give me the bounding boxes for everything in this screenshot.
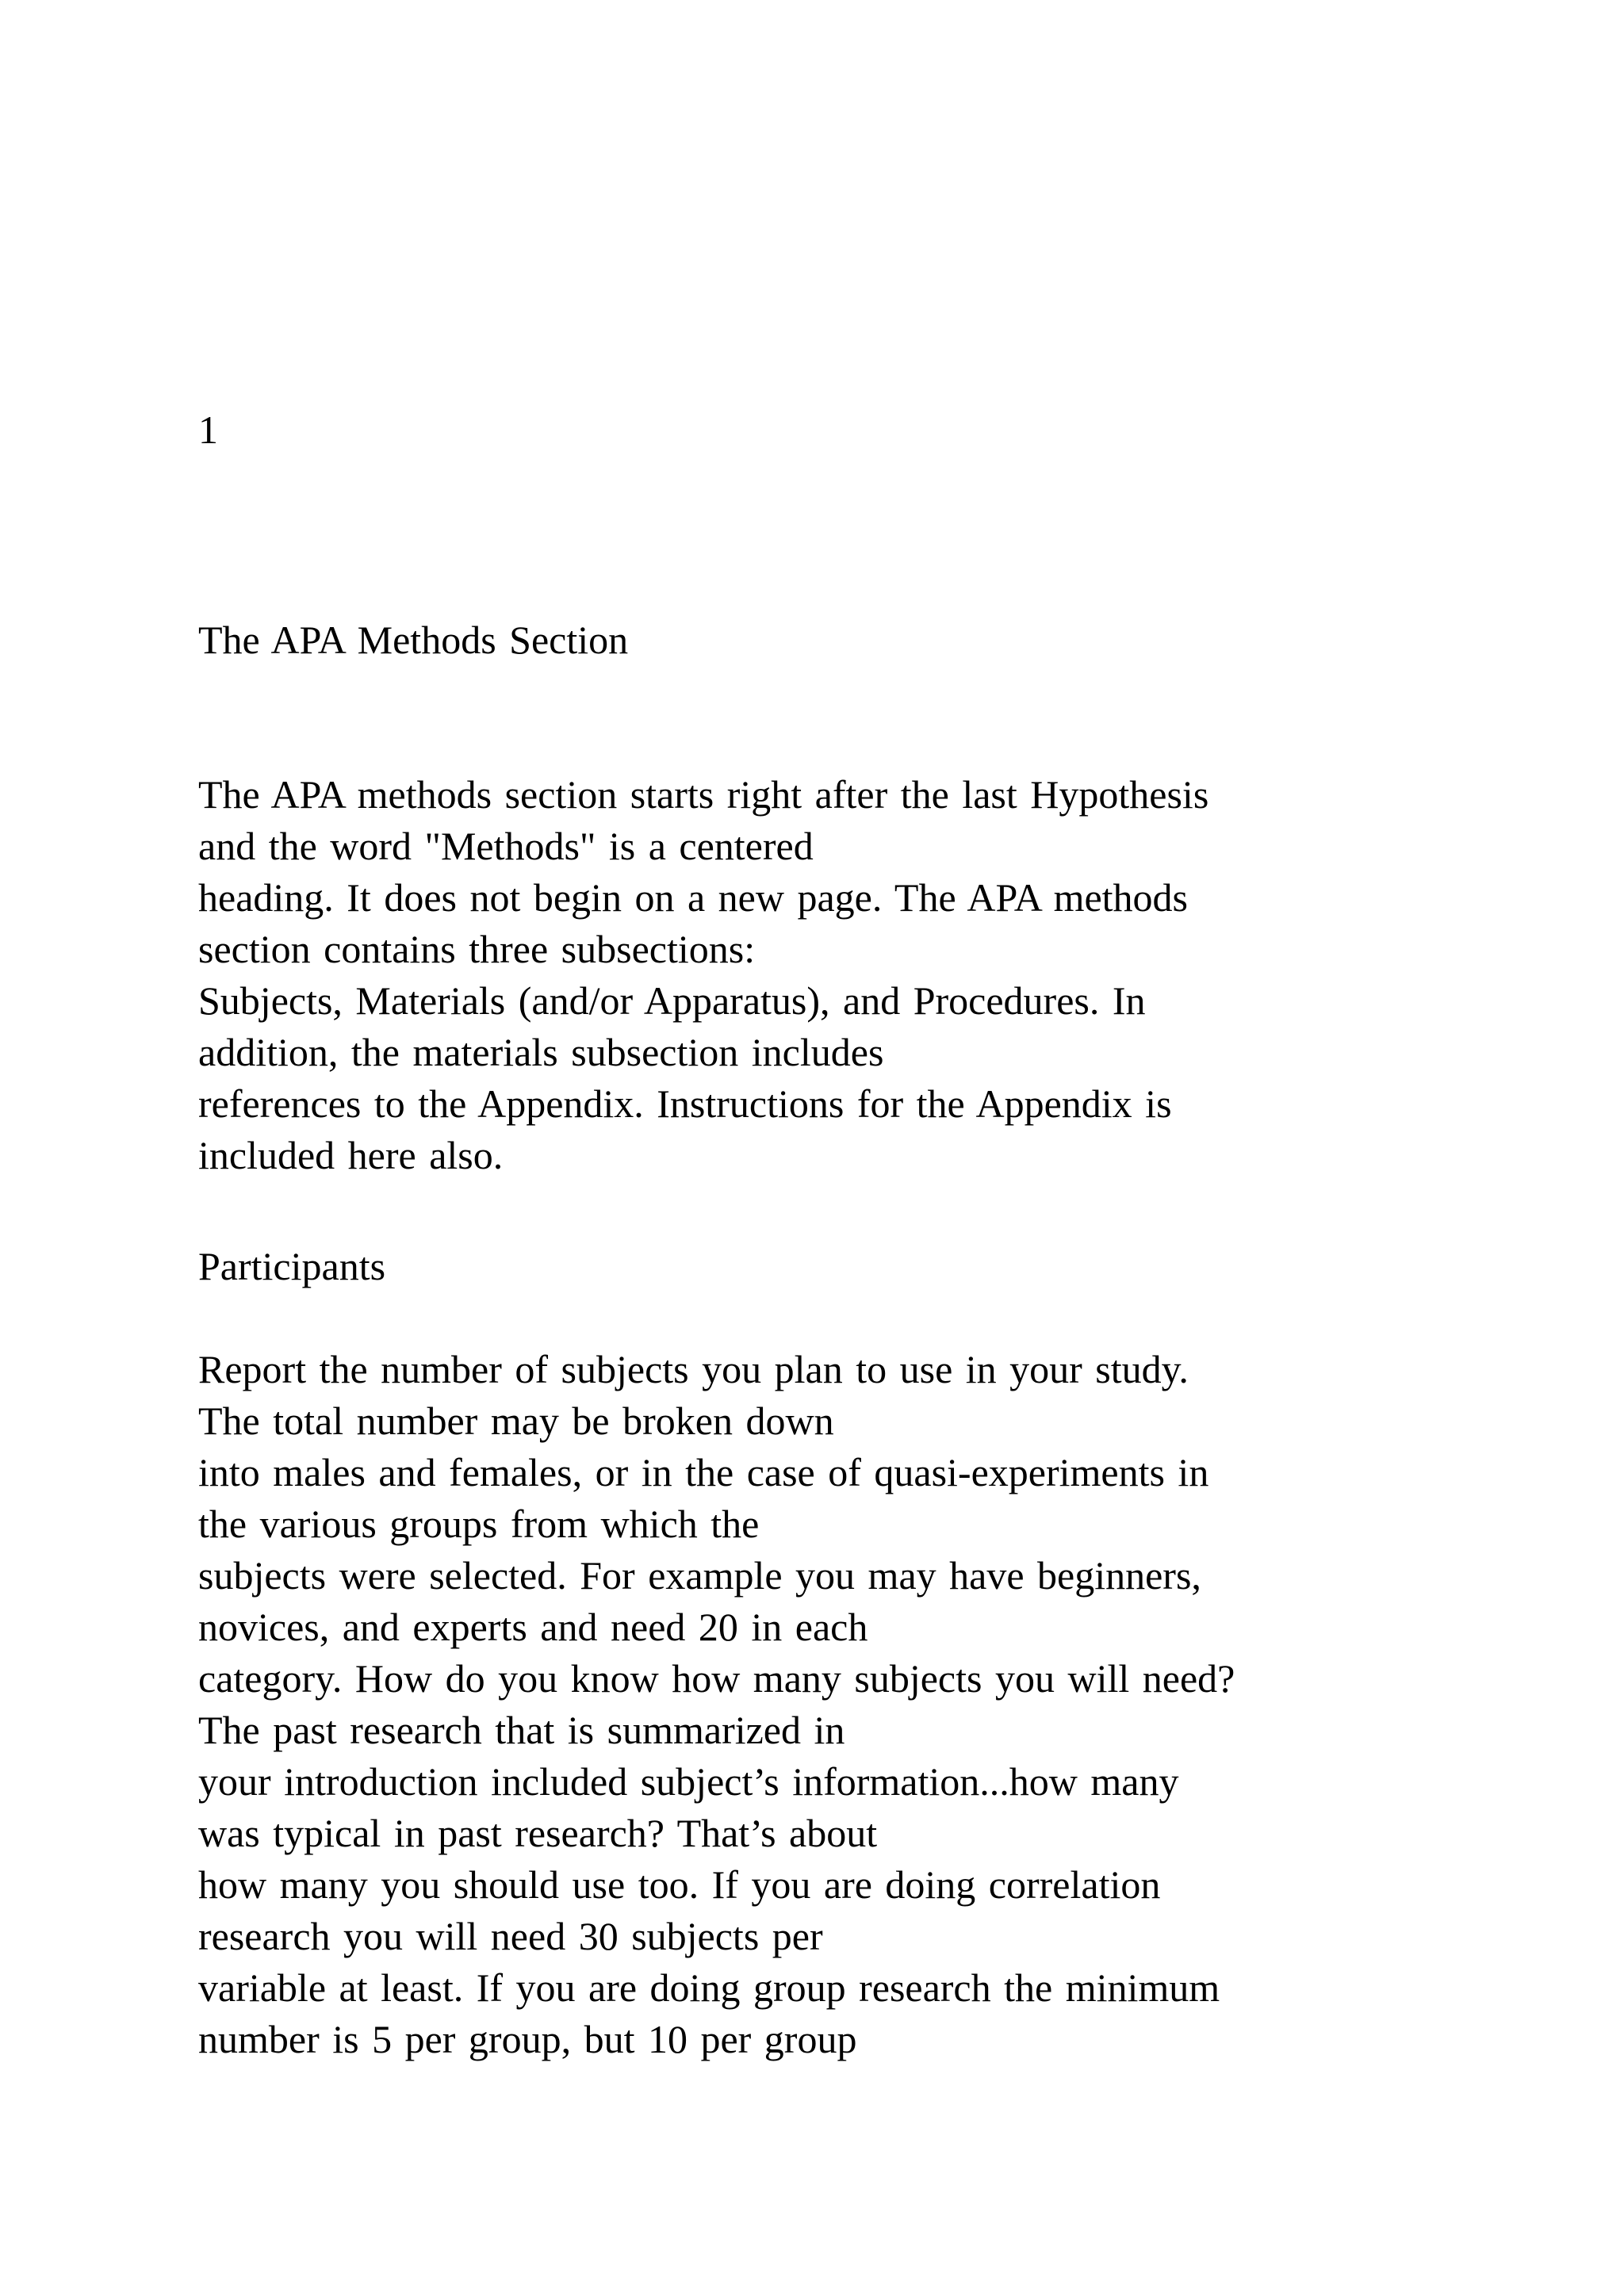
paragraph-line: was typical in past research? That’s about xyxy=(198,1811,878,1855)
paragraph-line: Report the number of subjects you plan to use in your study. xyxy=(198,1347,1189,1391)
paragraph-line: included here also. xyxy=(198,1133,504,1177)
paragraph-line: The APA methods section starts right after the last Hypothesis xyxy=(198,772,1209,817)
paragraph-line: addition, the materials subsection includes xyxy=(198,1030,884,1074)
paragraph-line: Subjects, Materials (and/or Apparatus), and Procedures. In xyxy=(198,978,1146,1023)
paragraph-line: and the word "Methods" is a centered xyxy=(198,824,814,868)
paragraph-line: variable at least. If you are doing group research the minimum xyxy=(198,1965,1220,2010)
paragraph-line: category. How do you know how many subjects you will need? xyxy=(198,1656,1235,1701)
paragraph-line: how many you should use too. If you are doing correlation xyxy=(198,1862,1161,1907)
paragraph-line: novices, and experts and need 20 in each xyxy=(198,1605,868,1649)
paragraph-line: the various groups from which the xyxy=(198,1502,760,1546)
paragraph-line: number is 5 per group, but 10 per group xyxy=(198,2017,857,2061)
paragraph-line: your introduction included subject’s information...how many xyxy=(198,1759,1179,1804)
paragraph-line: references to the Appendix. Instructions for the Appendix is xyxy=(198,1081,1172,1126)
paragraph-line: heading. It does not begin on a new page. The APA methods xyxy=(198,875,1189,920)
paragraph-line: section contains three subsections: xyxy=(198,927,756,971)
paragraph-line: subjects were selected. For example you may have beginners, xyxy=(198,1553,1201,1598)
paragraph-line: research you will need 30 subjects per xyxy=(198,1914,823,1958)
intro-paragraph xyxy=(198,769,1499,1181)
page-number: 1 xyxy=(198,408,218,452)
paragraph-line: The past research that is summarized in xyxy=(198,1708,845,1752)
paragraph-line: The total number may be broken down xyxy=(198,1399,834,1443)
participants-heading: Participants xyxy=(198,1244,386,1288)
participants-paragraph xyxy=(198,1344,1499,2065)
paragraph-line: into males and females, or in the case of quasi-experiments in xyxy=(198,1450,1209,1494)
document-title: The APA Methods Section xyxy=(198,618,629,662)
